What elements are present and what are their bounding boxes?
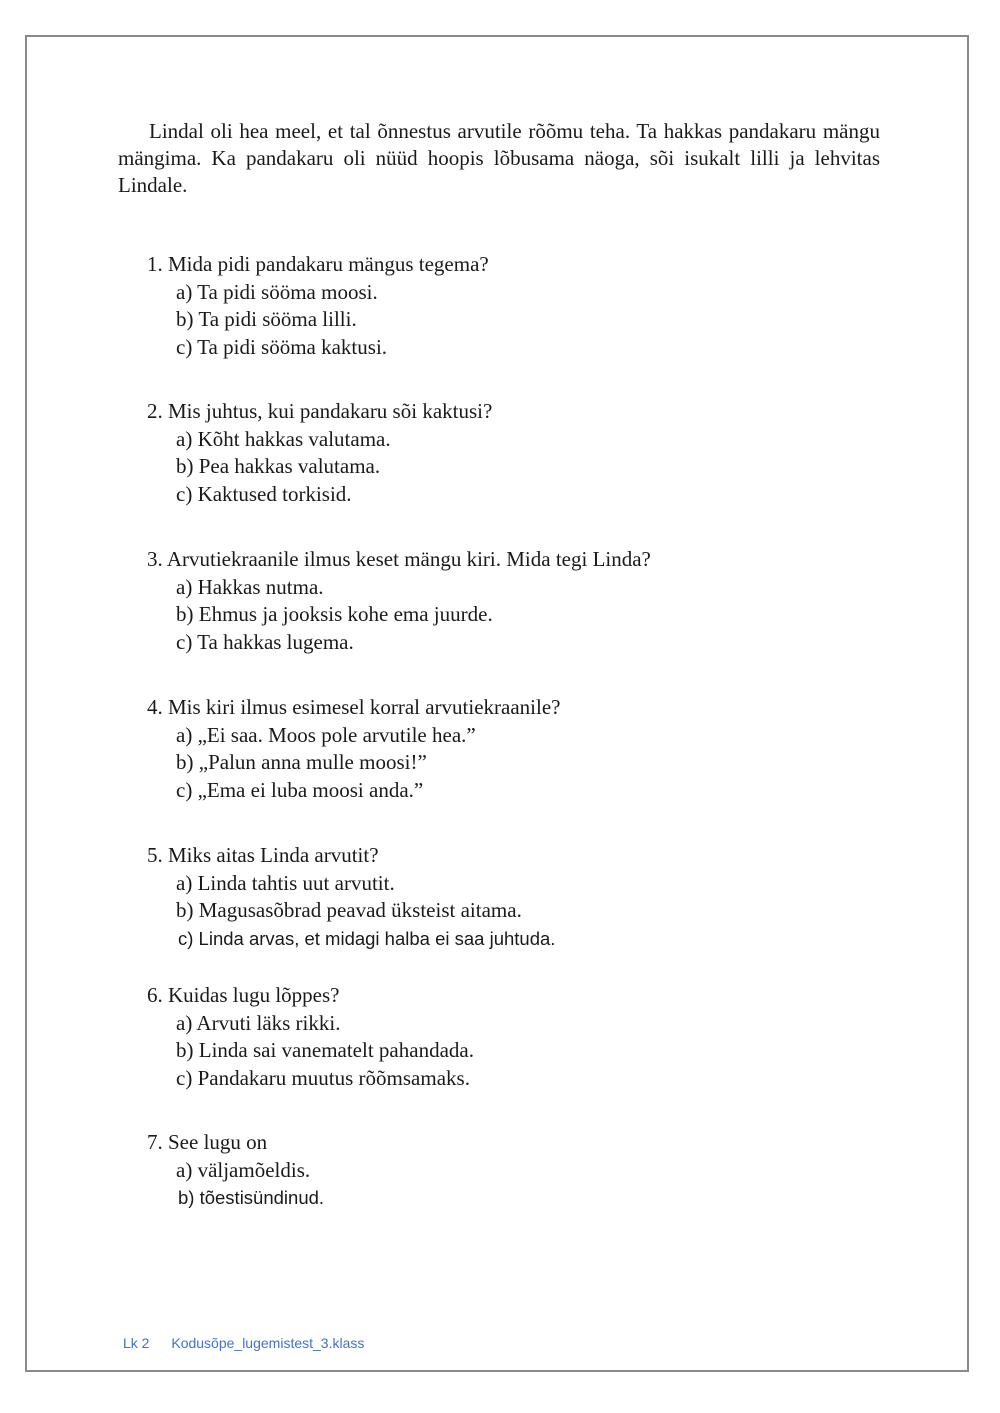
answer-option: b) Ehmus ja jooksis kohe ema juurde. — [176, 602, 493, 626]
answer-option: c) Ta pidi sööma kaktusi. — [176, 334, 388, 359]
question-3 — [147, 546, 907, 656]
question-text: 5. Miks aitas Linda arvutit? — [147, 843, 379, 867]
document-name: Kodusõpe_lugemistest_3.klass — [171, 1335, 365, 1351]
answer-option: c) Ta hakkas lugema. — [176, 629, 354, 654]
answer-option: c) Pandakaru muutus rõõmsamaks. — [176, 1065, 470, 1090]
answer-option: a) Arvuti läks rikki. — [176, 1010, 341, 1035]
answer-option: b) Pea hakkas valutama. — [176, 454, 381, 478]
answer-option: c) Linda arvas, et midagi halba ei saa juhtuda. — [178, 927, 556, 949]
answer-option: a) Ta pidi sööma moosi. — [176, 279, 378, 304]
question-2 — [147, 398, 907, 508]
answer-option: a) väljamõeldis. — [176, 1157, 311, 1182]
answer-option: a) Hakkas nutma. — [176, 574, 324, 599]
question-text: 3. Arvutiekraanile ilmus keset mängu kiri. Mida tegi Linda? — [147, 547, 651, 571]
answer-option: a) Linda tahtis uut arvutit. — [176, 870, 395, 895]
question-6 — [147, 982, 907, 1092]
answer-option: b) Ta pidi sööma lilli. — [176, 307, 357, 331]
answer-option: b) „Palun anna mulle moosi!” — [176, 750, 427, 774]
question-text: 1. Mida pidi pandakaru mängus tegema? — [147, 252, 489, 276]
question-text: 4. Mis kiri ilmus esimesel korral arvutiekraanile? — [147, 695, 561, 719]
question-4 — [147, 694, 907, 804]
intro-paragraph: Lindal oli hea meel, et tal õnnestus arvutile rõõmu teha. Ta hakkas pandakaru mängu mängima. Ka pandakaru oli nüüd hoopis lõbusama näoga, sõi isukalt lilli ja lehvitas Lindale. — [118, 119, 880, 197]
question-7 — [147, 1129, 907, 1212]
question-1 — [147, 251, 907, 361]
answer-option: c) „Ema ei luba moosi anda.” — [176, 777, 424, 802]
question-text: 6. Kuidas lugu lõppes? — [147, 983, 340, 1007]
page-footer — [123, 1335, 364, 1351]
answer-option: a) „Ei saa. Moos pole arvutile hea.” — [176, 722, 476, 747]
question-text: 7. See lugu on — [147, 1130, 268, 1154]
answer-option: b) tõestisündinud. — [178, 1187, 325, 1208]
answer-option: c) Kaktused torkisid. — [176, 481, 352, 506]
answer-option: a) Kõht hakkas valutama. — [176, 426, 391, 451]
page-number: Lk 2 — [123, 1335, 150, 1351]
question-text: 2. Mis juhtus, kui pandakaru sõi kaktusi? — [147, 399, 493, 423]
answer-option: b) Magusasõbrad peavad üksteist aitama. — [176, 898, 522, 922]
answer-option: b) Linda sai vanematelt pahandada. — [176, 1038, 474, 1062]
question-5 — [147, 842, 907, 952]
